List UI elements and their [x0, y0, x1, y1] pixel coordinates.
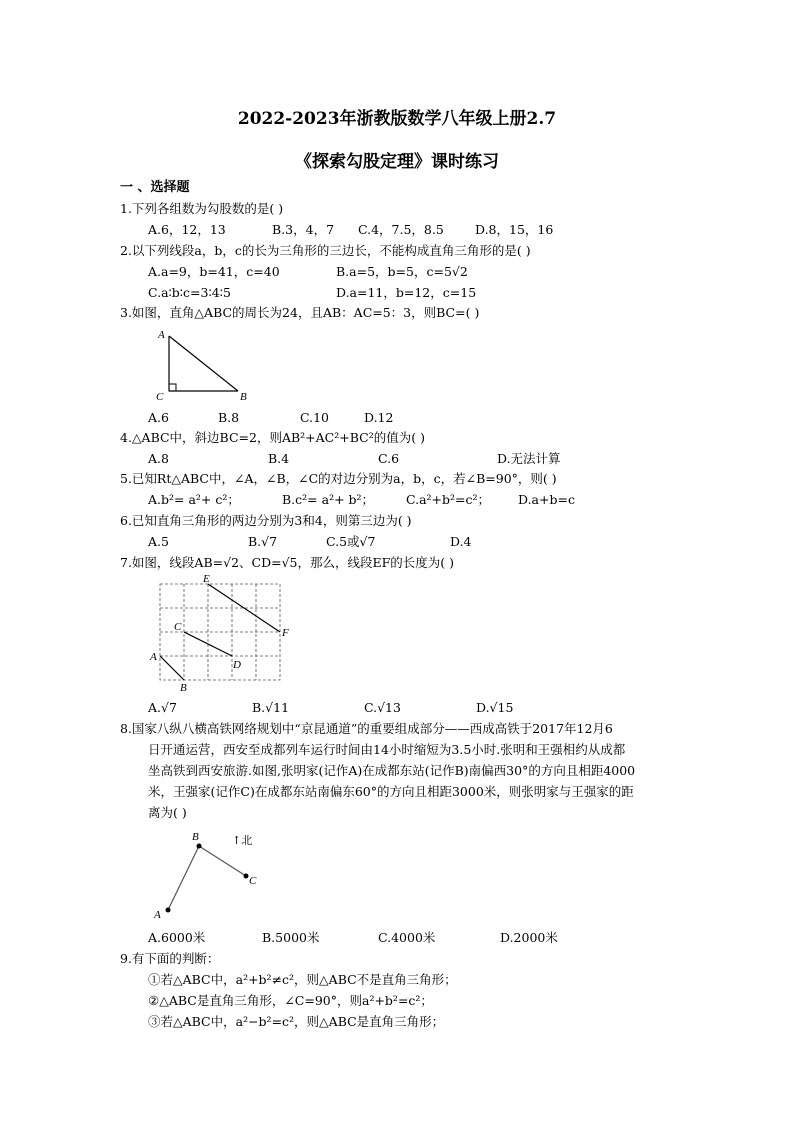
question-9-stem: 9.有下面的判断： — [120, 951, 220, 966]
q7-option-b: B.√11 — [252, 700, 290, 715]
vertex-a-label: A — [158, 329, 165, 341]
page-subtitle: 《探索勾股定理》课时练习 — [295, 152, 499, 172]
question-8-line-4: 米，王强家(记作C)在成都东站南偏东60°的方向且相距3000米，则张明家与王强家的距 — [148, 784, 634, 799]
question-1-stem: 1.下列各组数为勾股数的是( ) — [120, 201, 284, 216]
question-4-stem: 4.△ABC中，斜边BC=2，则AB²+AC²+BC²的值为( ) — [120, 430, 425, 445]
q8-option-a: A.6000米 — [148, 930, 206, 945]
q3-option-c: C.10 — [300, 410, 329, 425]
point-f-label: F — [282, 627, 289, 639]
q3-option-a: A.6 — [148, 410, 169, 425]
page-title: 2022-2023年浙教版数学八年级上册2.7 — [237, 109, 557, 129]
q9-statement-1: ①若△ABC中，a²+b²≠c²，则△ABC不是直角三角形； — [148, 972, 457, 987]
q1-option-a: A.6，12，13 — [148, 222, 226, 237]
q9-statement-3: ③若△ABC中，a²−b²=c²，则△ABC是直角三角形； — [148, 1014, 445, 1029]
point-a-label: A — [150, 651, 157, 663]
q8-option-c: C.4000米 — [378, 930, 436, 945]
q5-option-d: D.a+b=c — [518, 492, 575, 507]
vertex-c-label: C — [156, 391, 164, 403]
vertex-b-label: B — [240, 391, 247, 403]
question-8-line-3: 坐高铁到西安旅游.如图,张明家(记作A)在成都东站(记作B)南偏西30°的方向且相距4000 — [148, 763, 636, 778]
q2-option-d: D.a=11，b=12，c=15 — [336, 285, 477, 300]
q7-option-d: D.√15 — [476, 700, 514, 715]
q2-option-a: A.a=9，b=41，c=40 — [148, 264, 280, 279]
q7-option-c: C.√13 — [364, 700, 401, 715]
question-8-line-2: 日开通运营，西安至成都列车运行时间由14小时缩短为3.5小时.张明和王强相约从成都 — [148, 742, 626, 757]
point-c-label: C — [174, 621, 182, 633]
q5-option-b: B.c²= a²+ b²； — [282, 492, 375, 507]
q2-option-c: C.a∶b∶c=3∶4∶5 — [148, 285, 231, 300]
north-arrow-label: ↑北 — [232, 834, 253, 847]
point-e-label: E — [203, 573, 210, 585]
question-6-stem: 6.已知直角三角形的两边分别为3和4，则第三边为( ) — [120, 513, 412, 528]
map-direction-figure — [148, 826, 278, 922]
q7-option-a: A.√7 — [148, 700, 177, 715]
q5-option-a: A.b²= a²+ c²； — [148, 492, 240, 507]
q5-option-c: C.a²+b²=c²； — [406, 492, 491, 507]
point-c-label: C — [249, 875, 257, 887]
question-3-stem: 3.如图，直角△ABC的周长为24，且AB：AC=5：3，则BC=( ) — [120, 305, 480, 320]
question-7-stem: 7.如图，线段AB=√2、CD=√5，那么，线段EF的长度为( ) — [120, 555, 455, 570]
point-b-label: B — [180, 682, 187, 694]
q9-statement-2: ②△ABC是直角三角形，∠C=90°，则a²+b²=c²； — [148, 993, 433, 1008]
q6-option-a: A.5 — [148, 534, 169, 549]
q1-option-b: B.3，4，7 — [272, 222, 335, 237]
q8-option-b: B.5000米 — [262, 930, 320, 945]
section-heading: 一 、选择题 — [120, 180, 190, 195]
q4-option-b: B.4 — [268, 451, 290, 466]
point-a-label: A — [154, 909, 161, 921]
question-8-line-1: 8.国家八纵八横高铁网络规划中“京昆通道”的重要组成部分——西成高铁于2017年12月6 — [120, 721, 613, 736]
q2-option-b: B.a=5，b=5，c=5√2 — [336, 264, 468, 279]
point-b-label: B — [192, 831, 199, 843]
question-5-stem: 5.已知Rt△ABC中，∠A，∠B，∠C的对边分别为a，b，c，若∠B=90°，则( ) — [120, 471, 557, 486]
q1-option-d: D.8，15，16 — [475, 222, 554, 237]
q6-option-c: C.5或√7 — [326, 534, 376, 549]
q4-option-c: C.6 — [378, 451, 400, 466]
q3-option-b: B.8 — [218, 410, 240, 425]
q4-option-a: A.8 — [148, 451, 169, 466]
right-triangle-figure — [150, 326, 260, 404]
question-2-stem: 2.以下列线段a，b，c的长为三角形的三边长，不能构成直角三角形的是( ) — [120, 243, 531, 258]
point-d-label: D — [233, 659, 241, 671]
q4-option-d: D.无法计算 — [497, 451, 561, 466]
question-8-line-5: 离为( ) — [148, 805, 187, 820]
q6-option-b: B.√7 — [248, 534, 278, 549]
grid-segments-figure — [148, 572, 298, 694]
q8-option-d: D.2000米 — [500, 930, 558, 945]
q1-option-c: C.4，7.5，8.5 — [358, 222, 444, 237]
q6-option-d: D.4 — [450, 534, 472, 549]
q3-option-d: D.12 — [364, 410, 394, 425]
